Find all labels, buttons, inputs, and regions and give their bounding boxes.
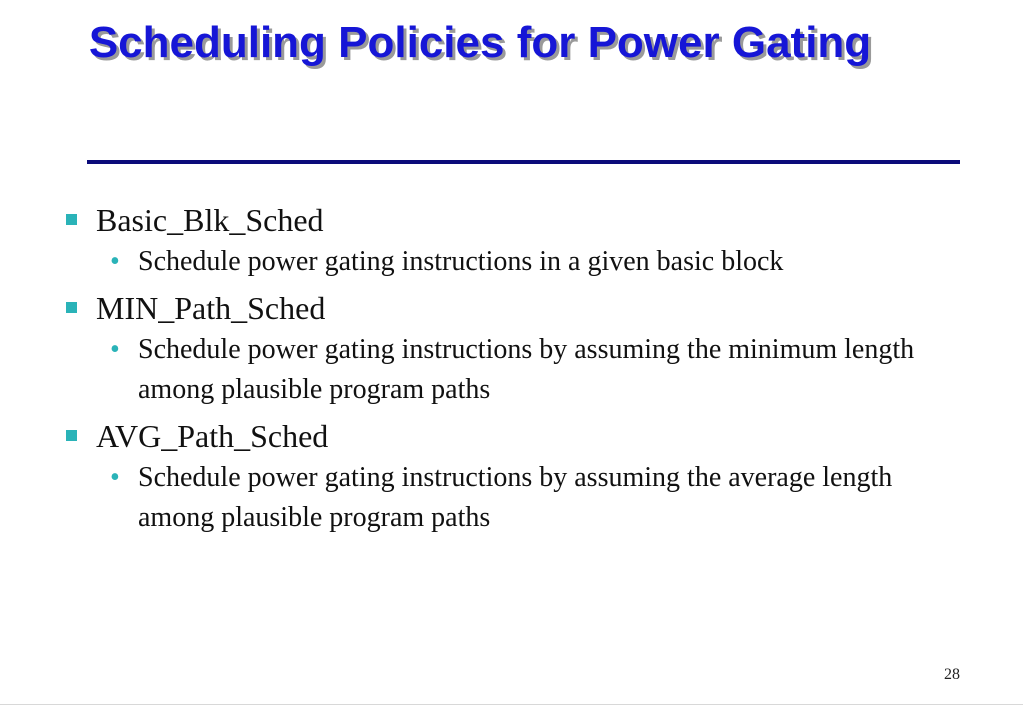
sub-bullet-text: Schedule power gating instructions by assuming the minimum length among plausible program paths (138, 334, 915, 405)
sub-bullet-text: Schedule power gating instructions by assuming the average length among plausible program paths (138, 462, 893, 533)
square-bullet-icon (66, 302, 77, 313)
round-bullet-icon: • (110, 246, 120, 277)
bullet-list (62, 200, 962, 542)
bullet-heading: AVG_Path_Sched (96, 418, 329, 454)
round-bullet-icon: • (110, 462, 120, 493)
round-bullet-icon: • (110, 334, 120, 365)
slide-title: Scheduling Policies for Power Gating (88, 18, 872, 67)
bullet-item (62, 288, 962, 328)
sub-bullet-item (62, 242, 962, 282)
square-bullet-icon (66, 430, 77, 441)
title-underline (87, 160, 960, 164)
slide-bottom-edge (0, 704, 1023, 705)
bullet-heading: Basic_Blk_Sched (96, 202, 324, 238)
sub-bullet-text: Schedule power gating instructions in a given basic block (138, 246, 784, 277)
sub-bullet-item (62, 458, 962, 538)
bullet-heading: MIN_Path_Sched (96, 290, 326, 326)
sub-bullet-item (62, 330, 962, 410)
page-number: 28 (944, 666, 960, 683)
bullet-item (62, 200, 962, 240)
square-bullet-icon (66, 214, 77, 225)
bullet-item (62, 416, 962, 456)
